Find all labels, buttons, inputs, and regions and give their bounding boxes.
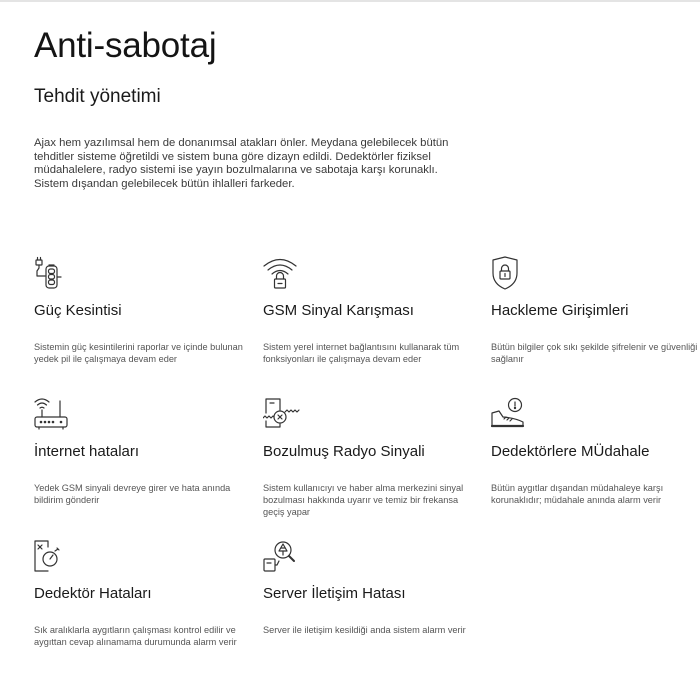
feature-description: Yedek GSM sinyali devreye girer ve hata anında bildirim gönderir <box>34 483 231 505</box>
router-icon <box>34 397 78 437</box>
page-subtitle: Tehdit yönetimi <box>34 86 161 107</box>
boot-alert-icon <box>491 397 535 437</box>
feature-description: Sistem yerel internet bağlantısını kullanarak tüm fonksiyonları ile çalışmaya devam eder <box>263 342 460 364</box>
feature-title: Dedektörlere MÜdahale <box>491 443 650 460</box>
server-search-alert-icon <box>263 539 307 579</box>
feature-description: Bütün bilgiler çok sıkı şekilde şifrelenir ve güvenliği sağlanır <box>491 342 698 364</box>
intro-paragraph: Ajax hem yazılımsal hem de donanımsal atakları önler. Meydana gelebilecek bütün tehditler sisteme öğretildi ve sistem buna göre dizayn edildi. Dedektörler fiziksel müdahalelere, radyo sistemi ise yayın bozulmalarına ve sabotaja karşı korunaklı. Sistem dışandan gelebilecek bütün ihlalleri farkeder. <box>34 137 449 190</box>
device-timer-error-icon <box>34 539 78 579</box>
feature-title: İnternet hataları <box>34 443 140 460</box>
wifi-lock-icon <box>263 256 307 296</box>
feature-description: Sistem kullanıcıyı ve haber alma merkezini sinyal bozulması hakkında uyarır ve temiz bir frekansa geçiş yapar <box>263 483 464 517</box>
feature-title: Dedektör Hataları <box>34 585 152 602</box>
feature-title: Güç Kesintisi <box>34 302 122 319</box>
feature-title: Hackleme Girişimleri <box>491 302 629 319</box>
feature-description: Sık aralıklarla aygıtların çalışması kontrol edilir ve aygıttan cevap alınamama durumunda alarm verir <box>34 625 237 647</box>
feature-title: Server İletişim Hatası <box>263 585 406 602</box>
power-plug-battery-icon <box>34 256 78 296</box>
feature-description: Bütün aygıtlar dışandan müdahaleye karşı korunaklıdır; müdahale anında alarm verir <box>491 483 664 505</box>
feature-description: Server ile iletişim kesildiği anda sistem alarm verir <box>263 625 466 635</box>
feature-title: GSM Sinyal Karışması <box>263 302 414 319</box>
device-signal-error-icon <box>263 397 307 437</box>
page-title: Anti-sabotaj <box>34 26 217 65</box>
feature-title: Bozulmuş Radyo Sinyali <box>263 443 425 460</box>
shield-lock-icon <box>491 256 535 296</box>
feature-description: Sistemin güç kesintilerini raporlar ve içinde bulunan yedek pil ile çalışmaya devam eder <box>34 342 243 364</box>
